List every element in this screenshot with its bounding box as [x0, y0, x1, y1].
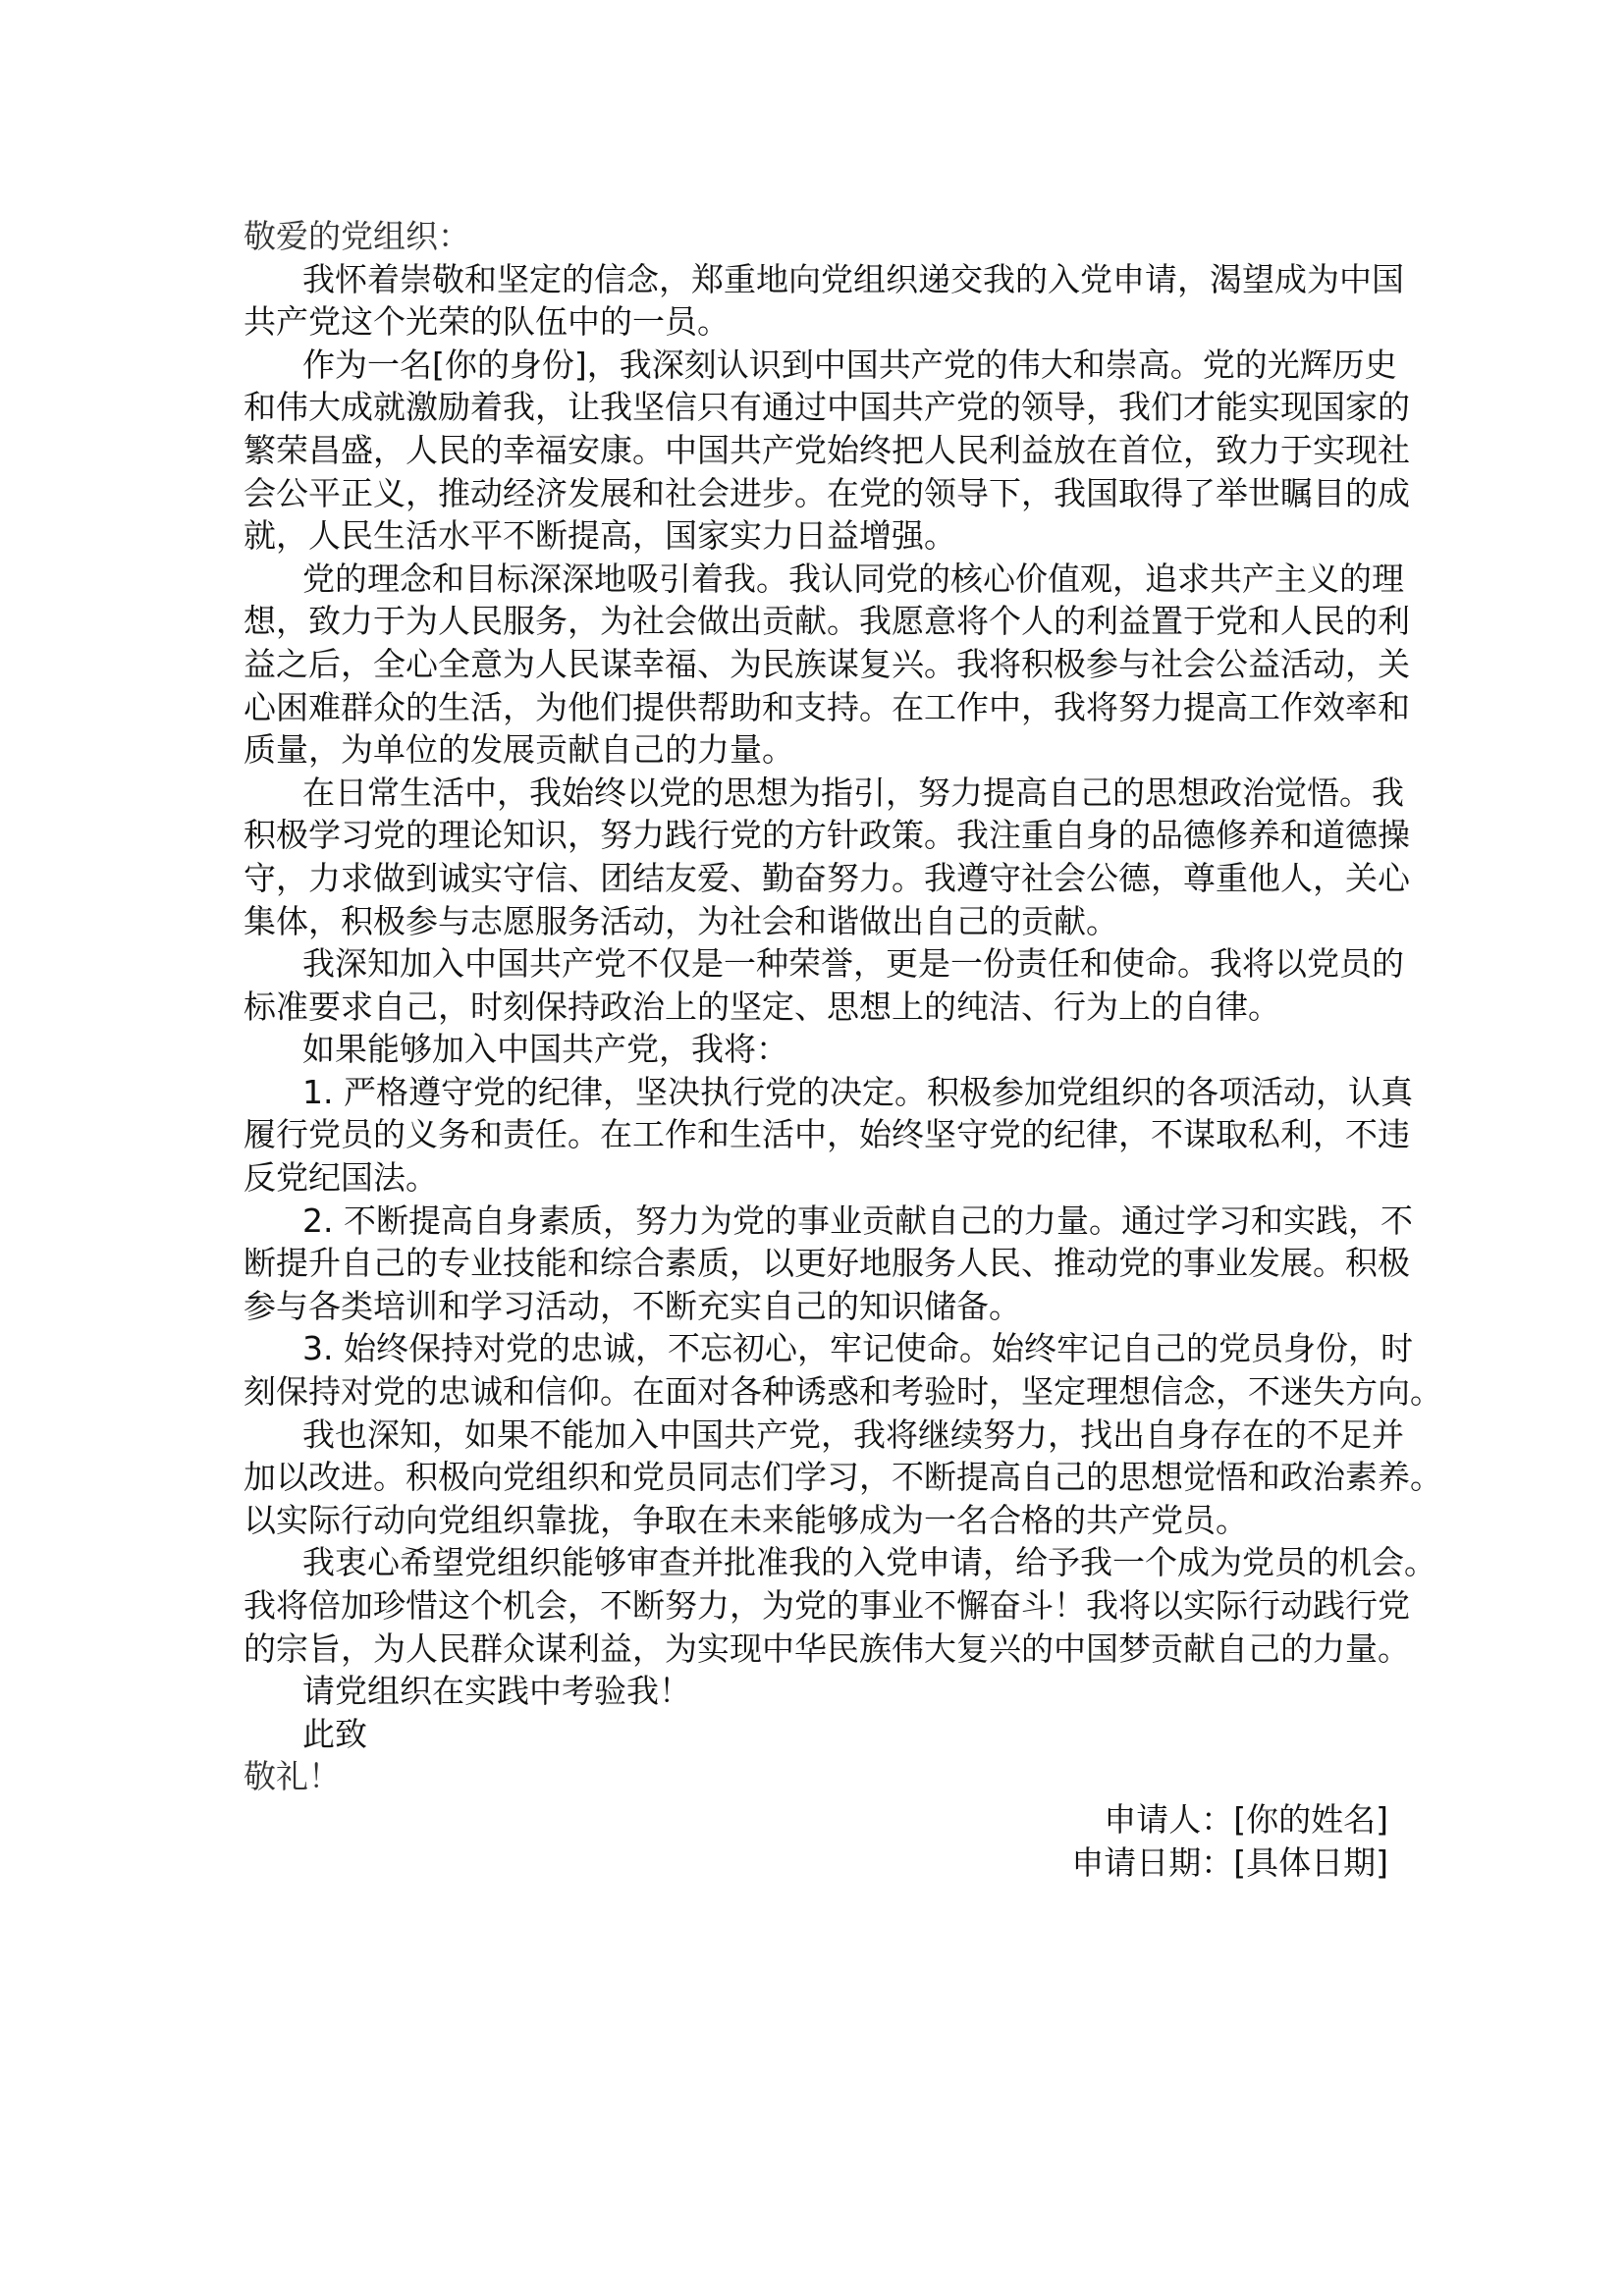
paragraph	[244, 558, 1410, 772]
paragraph-line: 作为一名[你的身份]，我深刻认识到中国共产党的伟大和崇高。党的光辉历史	[302, 345, 1397, 384]
paragraph-line: 刻保持对党的忠诚和信仰。在面对各种诱惑和考验时，坚定理想信念，不迷失方向。	[244, 1372, 1442, 1412]
paragraph	[244, 1327, 1442, 1413]
letter-body	[244, 258, 1442, 1756]
paragraph-line: 集体，积极参与志愿服务活动，为社会和谐做出自己的贡献。	[244, 901, 1118, 940]
paragraph-line: 我深知加入中国共产党不仅是一种荣誉，更是一份责任和使命。我将以党员的	[302, 944, 1404, 984]
paragraph-line: 心困难群众的生活，为他们提供帮助和支持。在工作中，我将努力提高工作效率和	[244, 687, 1410, 726]
paragraph	[244, 1028, 1388, 1071]
paragraph-line: 我衷心希望党组织能够审查并批准我的入党申请，给予我一个成为党员的机会。	[302, 1543, 1436, 1582]
paragraph-line: 党的理念和目标深深地吸引着我。我认同党的核心价值观，追求共产主义的理	[302, 559, 1404, 598]
paragraph-line: 积极学习党的理论知识，努力践行党的方针政策。我注重自身的品德修养和道德操	[244, 816, 1410, 855]
paragraph-line: 如果能够加入中国共产党，我将：	[302, 1030, 788, 1069]
salutation: 敬爱的党组织：	[244, 217, 470, 255]
paragraph-line: 加以改进。积极向党组织和党员同志们学习，不断提高自己的思想觉悟和政治素养。	[244, 1458, 1442, 1497]
signature-applicant: 申请人：[你的姓名]	[1104, 1799, 1388, 1839]
paragraph-line: 的宗旨，为人民群众谋利益，为实现中华民族伟大复兴的中国梦贡献自己的力量。	[244, 1629, 1410, 1668]
paragraph-line: 质量，为单位的发展贡献自己的力量。	[244, 730, 794, 770]
paragraph	[244, 258, 1404, 344]
paragraph-line: 请党组织在实践中考验我！	[302, 1672, 691, 1711]
paragraph-line: 参与各类培训和学习活动，不断充实自己的知识储备。	[244, 1286, 1021, 1325]
paragraph-line: 反党纪国法。	[244, 1158, 438, 1198]
closing: 敬礼！	[244, 1757, 341, 1796]
paragraph-line: 守，力求做到诚实守信、团结友爱、勤奋努力。我遵守社会公德，尊重他人，关心	[244, 858, 1410, 897]
paragraph-line: 在日常生活中，我始终以党的思想为指引，努力提高自己的思想政治觉悟。我	[302, 773, 1404, 812]
paragraph	[244, 1200, 1413, 1328]
paragraph-line: 我将倍加珍惜这个机会，不断努力，为党的事业不懈奋斗！我将以实际行动践行党	[244, 1586, 1410, 1625]
paragraph	[244, 942, 1404, 1028]
paragraph	[244, 1670, 1388, 1713]
application-letter	[244, 215, 1442, 1884]
paragraph-line: 就，人民生活水平不断提高，国家实力日益增强。	[244, 516, 956, 556]
paragraph-line: 1. 严格遵守党的纪律，坚决执行党的决定。积极参加党组织的各项活动，认真	[302, 1072, 1413, 1111]
paragraph-line: 2. 不断提高自身素质，努力为党的事业贡献自己的力量。通过学习和实践，不	[302, 1201, 1413, 1240]
paragraph-line: 共产党这个光荣的队伍中的一员。	[244, 302, 730, 342]
paragraph	[244, 1414, 1442, 1542]
paragraph-line: 会公平正义，推动经济发展和社会进步。在党的领导下，我国取得了举世瞩目的成	[244, 473, 1410, 512]
paragraph-line: 断提升自己的专业技能和综合素质，以更好地服务人民、推动党的事业发展。积极	[244, 1244, 1410, 1283]
paragraph	[244, 344, 1410, 558]
paragraph	[244, 1541, 1436, 1670]
paragraph-line: 以实际行动向党组织靠拢，争取在未来能够成为一名合格的共产党员。	[244, 1500, 1248, 1539]
paragraph-line: 益之后，全心全意为人民谋幸福、为民族谋复兴。我将积极参与社会公益活动，关	[244, 644, 1410, 683]
paragraph-line: 此致	[302, 1714, 367, 1753]
signature-date: 申请日期：[具体日期]	[1071, 1842, 1388, 1882]
paragraph-line: 我怀着崇敬和坚定的信念，郑重地向党组织递交我的入党申请，渴望成为中国	[302, 259, 1404, 298]
paragraph-line: 繁荣昌盛，人民的幸福安康。中国共产党始终把人民利益放在首位，致力于实现社	[244, 430, 1410, 469]
paragraph	[244, 1713, 1388, 1756]
paragraph-line: 标准要求自己，时刻保持政治上的坚定、思想上的纯洁、行为上的自律。	[244, 987, 1280, 1026]
paragraph	[244, 772, 1410, 942]
paragraph-line: 3. 始终保持对党的忠诚，不忘初心，牢记使命。始终牢记自己的党员身份，时	[302, 1329, 1413, 1368]
paragraph-line: 和伟大成就激励着我，让我坚信只有通过中国共产党的领导，我们才能实现国家的	[244, 388, 1410, 427]
paragraph	[244, 1071, 1413, 1200]
paragraph-line: 想，致力于为人民服务，为社会做出贡献。我愿意将个人的利益置于党和人民的利	[244, 602, 1410, 641]
paragraph-line: 履行党员的义务和责任。在工作和生活中，始终坚守党的纪律，不谋取私利，不违	[244, 1115, 1410, 1154]
paragraph-line: 我也深知，如果不能加入中国共产党，我将继续努力，找出自身存在的不足并	[302, 1415, 1404, 1454]
